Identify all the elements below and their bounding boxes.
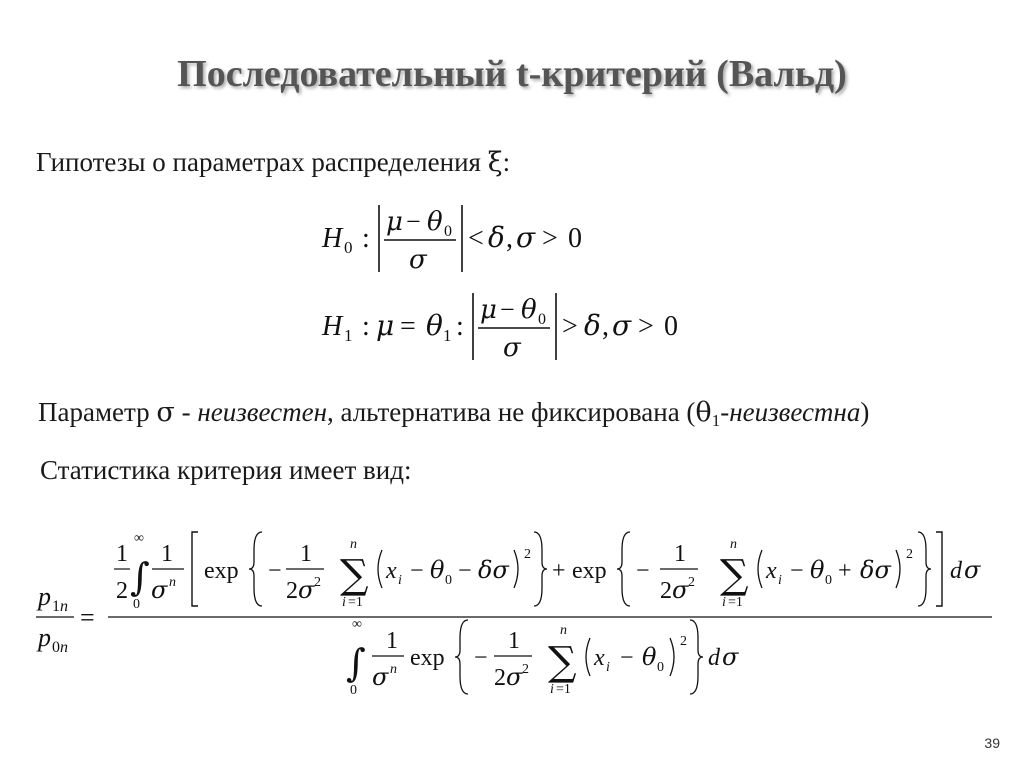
svg-text:θ: θ	[426, 309, 443, 342]
svg-text:σ: σ	[372, 663, 389, 691]
svg-text:0: 0	[350, 683, 357, 698]
svg-text:∑: ∑	[548, 639, 577, 685]
svg-text:δ: δ	[584, 309, 601, 342]
param-text-3: -	[720, 397, 730, 427]
svg-text:2: 2	[680, 634, 687, 649]
svg-text:−: −	[458, 558, 472, 584]
svg-text:x: x	[766, 558, 777, 584]
hypotheses-intro-text: Гипотезы о параметрах распределения	[36, 147, 481, 177]
svg-text:=1: =1	[728, 595, 743, 610]
svg-text:σ: σ	[516, 221, 536, 254]
svg-text:i: i	[342, 595, 346, 610]
svg-text:δ: δ	[488, 221, 505, 254]
svg-text:σ: σ	[506, 663, 523, 691]
svg-text::: :	[362, 311, 370, 342]
svg-text:θ: θ	[642, 643, 657, 671]
hypotheses-intro	[36, 147, 510, 178]
svg-text:1: 1	[52, 598, 60, 615]
svg-text:1: 1	[674, 541, 686, 567]
svg-text:σ: σ	[612, 309, 632, 342]
svg-text:2: 2	[116, 578, 128, 604]
svg-text:−: −	[620, 645, 634, 671]
svg-text:2: 2	[660, 578, 672, 604]
svg-text:μ: μ	[376, 309, 395, 342]
svg-text:δσ: δσ	[860, 556, 891, 584]
param-sigma: σ	[156, 397, 175, 428]
svg-text:i: i	[398, 573, 402, 588]
svg-text:−: −	[268, 558, 282, 584]
svg-text:2: 2	[286, 578, 298, 604]
svg-text:∞: ∞	[134, 531, 144, 546]
svg-text:>: >	[638, 311, 654, 342]
svg-text:=1: =1	[556, 682, 571, 697]
svg-text:exp: exp	[572, 558, 607, 584]
svg-text:σ: σ	[964, 556, 981, 584]
svg-text:1: 1	[443, 326, 452, 345]
svg-text:0: 0	[133, 597, 140, 612]
svg-text:n: n	[390, 662, 397, 677]
svg-text:σ: σ	[503, 333, 521, 363]
svg-text:1: 1	[508, 628, 520, 654]
svg-text:μ: μ	[480, 295, 497, 325]
svg-text:δσ: δσ	[478, 556, 509, 584]
svg-text:0: 0	[664, 311, 678, 342]
svg-text:0: 0	[444, 223, 452, 240]
param-text-1: Параметр	[38, 397, 150, 427]
svg-text:i: i	[722, 595, 726, 610]
h1-formula	[316, 288, 696, 368]
param-dash: -	[174, 397, 198, 427]
svg-text:=: =	[80, 603, 95, 632]
svg-text:2: 2	[524, 547, 531, 562]
svg-text:θ: θ	[427, 207, 443, 237]
svg-text:2: 2	[906, 547, 913, 562]
svg-text:1: 1	[116, 541, 128, 567]
svg-text:∫: ∫	[130, 555, 150, 599]
svg-text:1: 1	[161, 541, 173, 567]
svg-text:∑: ∑	[720, 552, 749, 598]
svg-text:n: n	[169, 575, 176, 590]
param-unknown-2: неизвестна	[729, 397, 861, 427]
svg-text:−: −	[406, 207, 421, 236]
svg-text:−: −	[474, 645, 488, 671]
svg-text:=1: =1	[348, 595, 363, 610]
svg-text:0: 0	[657, 660, 664, 675]
svg-text:σ: σ	[151, 576, 168, 604]
svg-text:n: n	[560, 623, 567, 638]
svg-text:d: d	[708, 645, 720, 671]
likelihood-ratio-formula	[30, 528, 1000, 703]
svg-text:,: ,	[506, 223, 513, 254]
svg-text:σ: σ	[409, 245, 427, 275]
svg-text:2: 2	[494, 665, 506, 691]
svg-text:1: 1	[386, 628, 398, 654]
svg-text:∞: ∞	[352, 617, 362, 632]
svg-text:i: i	[550, 682, 554, 697]
svg-text::: :	[362, 223, 370, 254]
svg-text:d: d	[950, 558, 962, 584]
svg-text:n: n	[350, 537, 357, 552]
svg-text:2: 2	[688, 575, 695, 590]
page-number: 39	[984, 735, 1000, 751]
h0-formula	[316, 200, 616, 280]
svg-text:exp: exp	[204, 558, 239, 584]
svg-text:2: 2	[314, 575, 321, 590]
svg-text:−: −	[636, 558, 650, 584]
svg-text:0: 0	[52, 639, 60, 656]
svg-text:exp: exp	[410, 645, 445, 671]
svg-text:0: 0	[568, 223, 582, 254]
svg-text:θ: θ	[810, 556, 825, 584]
svg-text:n: n	[60, 639, 68, 656]
svg-text:>: >	[562, 311, 578, 342]
svg-text:+: +	[552, 558, 566, 584]
statistic-text: Статистика критерия имеет вид:	[40, 455, 412, 485]
svg-text:p: p	[38, 623, 51, 652]
svg-text:−: −	[410, 558, 424, 584]
svg-text:,: ,	[602, 311, 609, 342]
svg-text:n: n	[60, 598, 68, 615]
svg-text:0: 0	[825, 573, 832, 588]
param-theta-sub: 1	[711, 411, 721, 430]
svg-text:−: −	[500, 295, 515, 324]
svg-text:σ: σ	[722, 643, 739, 671]
svg-text:n: n	[730, 537, 737, 552]
svg-text:i: i	[606, 660, 610, 675]
hypotheses-colon: :	[502, 147, 511, 177]
param-unknown: неизвестен	[197, 397, 327, 427]
svg-text:1: 1	[344, 326, 353, 345]
svg-text:σ: σ	[298, 576, 315, 604]
svg-text:>: >	[542, 223, 558, 254]
svg-text:x: x	[594, 645, 605, 671]
svg-text:i: i	[778, 573, 782, 588]
svg-text:H: H	[322, 223, 343, 254]
svg-text:θ: θ	[521, 295, 537, 325]
svg-text:−: −	[790, 558, 804, 584]
param-text-2: , альтернатива не фиксирована (	[326, 397, 696, 427]
svg-text:0: 0	[445, 573, 452, 588]
param-text-4: )	[860, 397, 870, 427]
svg-text:μ: μ	[386, 207, 403, 237]
svg-text:∫: ∫	[346, 641, 366, 685]
svg-text:2: 2	[522, 662, 529, 677]
svg-text:H: H	[322, 311, 343, 342]
svg-text::: :	[456, 311, 464, 342]
svg-text:0: 0	[538, 311, 546, 328]
svg-text:θ: θ	[430, 556, 445, 584]
xi-symbol: ξ	[487, 147, 503, 178]
svg-text:σ: σ	[672, 576, 689, 604]
slide-title: Последовательный t-критерий (Вальд)	[177, 53, 847, 95]
svg-text:1: 1	[300, 541, 312, 567]
svg-text:∑: ∑	[340, 552, 369, 598]
svg-text:<: <	[468, 223, 484, 254]
svg-text:+: +	[838, 558, 852, 584]
parameter-description	[38, 397, 869, 431]
svg-text:x: x	[386, 558, 397, 584]
param-theta: θ	[695, 397, 712, 428]
svg-text:0: 0	[344, 238, 353, 257]
svg-text:p: p	[38, 582, 51, 611]
svg-text:=: =	[400, 311, 416, 342]
